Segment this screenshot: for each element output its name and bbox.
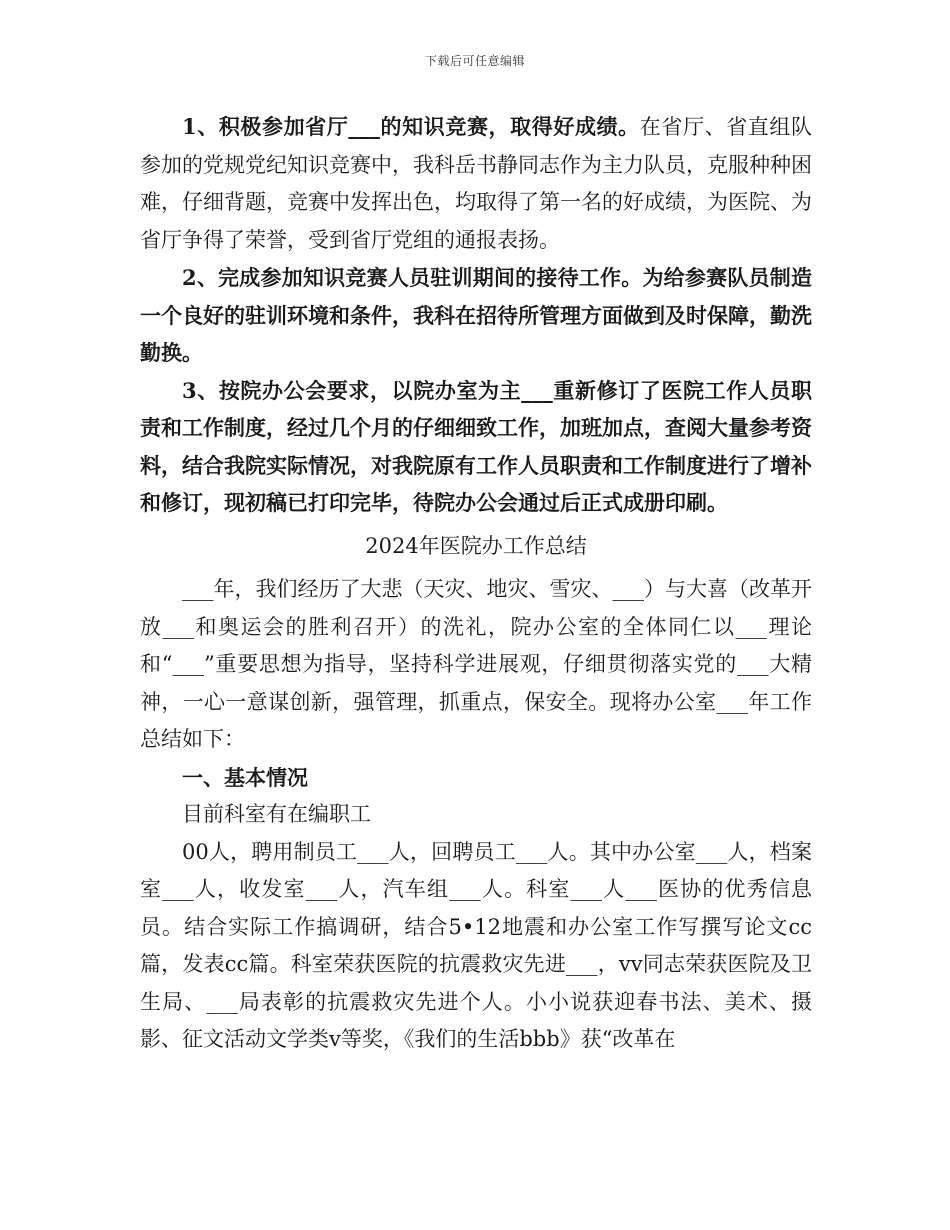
item-1-text: 在省厅、省直组队参加的党规党纪知识竞赛中，我科岳书静同志作为主力队员，克服种种困难，仔细背题，竞赛中发挥出色，均取得了第一名的好成绩，为医院、为省厅争得了荣誉，受到省厅党组的通报表扬。: [140, 115, 812, 252]
section-title: 2024年医院办工作总结: [365, 533, 587, 558]
page-header-note: 下载后可任意编辑: [424, 54, 525, 68]
paragraph-item-3: 3、按院办公会要求，以院办室为主___重新修订了医院工作人员职责和工作制度，经过几个月的仔细细致工作，加班加点，查阅大量参考资料，结合我院实际情况，对我院原有工作人员职责和工作制度进行了增补和修订，现初稿已打印完毕，待院办公会通过后正式成册印刷。: [140, 377, 812, 515]
heading-basic-situation: 一、基本情况: [182, 764, 308, 790]
paragraph-staff-line: 目前科室有在编职工: [182, 802, 371, 826]
paragraph-body: 00人，聘用制员工___人，回聘员工___人。其中办公室___人，档案室___人，收发室___人，汽车组___人。科室___人___医协的优秀信息员。结合实际工作搞调研，结合5•12地震和办公室工作写撰写论文cc篇，发表cc篇。科室荣获医院的抗震救灾先进___，vv同志荣获医院及卫生局、___局表彰的抗震救灾先进个人。小小说获迎春书法、美术、摄影、征文活动文学类v等奖，《我们的生活bbb》获“改革在: [140, 839, 812, 1051]
document-body: [140, 108, 812, 1059]
paragraph-item-1: [140, 108, 812, 259]
paragraph-item-2: 2、完成参加知识竞赛人员驻训期间的接待工作。为给参赛队员制造一个良好的驻训环境和条件，我科在招待所管理方面做到及时保障，勤洗勤换。: [140, 265, 812, 365]
paragraph-intro: ___年，我们经历了大悲（天灾、地灾、雪灾、___）与大喜（改革开放___和奥运会的胜利召开）的洗礼，院办公室的全体同仁以___理论和“___”重要思想为指导，坚持科学进展观，仔细贯彻落实党的___大精神，一心一意谋创新，强管理，抓重点，保安全。现将办公室___年工作总结如下：: [140, 577, 812, 751]
item-1-lead: 1、积极参加省厅___的知识竞赛，取得好成绩。: [182, 114, 640, 139]
